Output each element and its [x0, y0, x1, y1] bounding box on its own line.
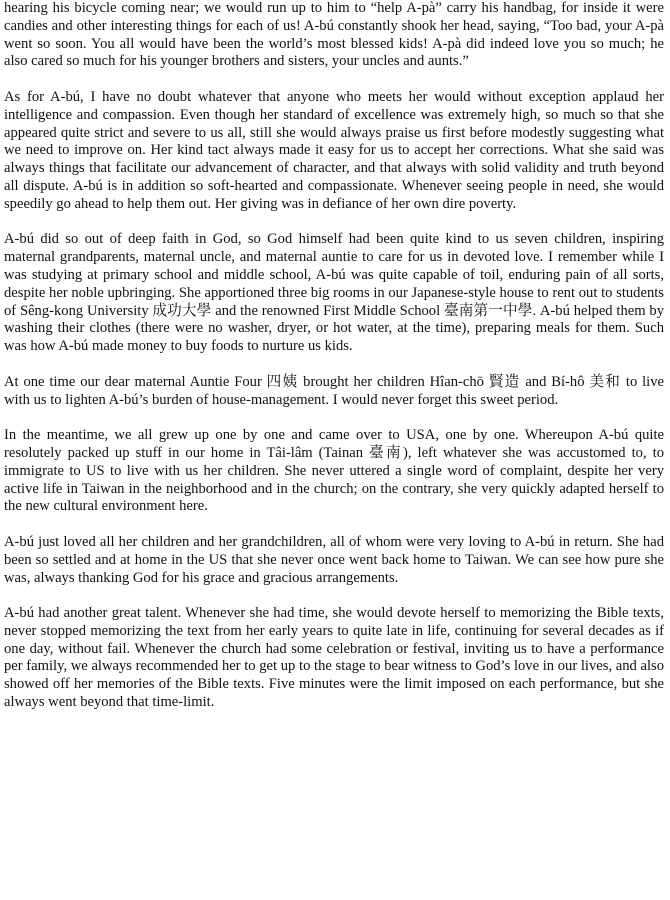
paragraph-1: hearing his bicycle coming near; we would run up to him to “help A-pà” carry his handbag, for inside it were candies and other interesting things for each of us! A-bú constantly shook her head, saying, “Too bad, your A-pà went so soon. You all would have been the world’s most blessed kids! A-pà did indeed love you so much; he also cared so much for his younger brothers and sisters, your uncles and aunts.”: [4, 0, 664, 70]
paragraph-7: A-bú had another great talent. Whenever she had time, she would devote herself to memorizing the Bible texts, never stopped memorizing the text from her early years to quite late in life, continuing for several decades as if one day, without fail. Whenever the church had some celebration or festival, inviting us to have a performance per family, we always recommended her to get up to the stage to bear witness to God’s love in our lives, and also showed off her memories of the Bible texts. Five minutes were the limit imposed on each performance, but she always went beyond that time-limit.: [4, 605, 664, 711]
paragraph-3: A-bú did so out of deep faith in God, so God himself had been quite kind to us seven children, inspiring maternal grandparents, maternal uncle, and maternal auntie to care for us in devoted love. I remember while I was studying at primary school and middle school, A-bú was quite capable of toil, enduring pain of all sorts, despite her noble upbringing. She apportioned three big rooms in our Japanese-style house to rent out to students of Sêng-kong University 成功大學 and the renowned First Middle School 臺南第一中學. A-bú helped them by washing their clothes (there were no washer, dryer, or hot water, at the time), preparing meals for them. Such was how A-bú made money to buy foods to nurture us kids.: [4, 231, 664, 355]
paragraph-4: At one time our dear maternal Auntie Four 四姨 brought her children Hîan-chō 賢造 and Bí-hô 美和 to live with us to lighten A-bú’s burden of house-management. I would never forget this sweet period.: [4, 373, 664, 408]
paragraph-2: As for A-bú, I have no doubt whatever that anyone who meets her would without exception applaud her intelligence and compassion. Even though her standard of excellence was extremely high, so much so that she appeared quite strict and severe to us all, still she would always praise us first before modestly suggesting what we need to improve on. Her kind tact always made it easy for us to accept her corrections. What she said was always things that facilitate our advancement of character, and that always with solid validity and truth beyond all dispute. A-bú is in addition so soft-hearted and compassionate. Whenever seeing people in need, she would speedily go ahead to help them out. Her giving was in defiance of her own dire poverty.: [4, 88, 664, 212]
paragraph-5: In the meantime, we all grew up one by one and came over to USA, one by one. Whereupon A-bú quite resolutely packed up stuff in our home in Tâi-lâm (Tainan 臺南), left whatever she was accustomed to, to immigrate to US to live with us her children. She never uttered a single word of complaint, despite her very active life in Taiwan in the neighborhood and in the church; on the contrary, she very quickly adapted herself to the new cultural environment here.: [4, 427, 664, 515]
document-page: [4, 0, 664, 730]
paragraph-6: A-bú just loved all her children and her grandchildren, all of whom were very loving to A-bú in return. She had been so settled and at home in the US that she never once went back home to Taiwan. We can see how pure she was, always thanking God for his grace and gracious arrangements.: [4, 533, 664, 586]
